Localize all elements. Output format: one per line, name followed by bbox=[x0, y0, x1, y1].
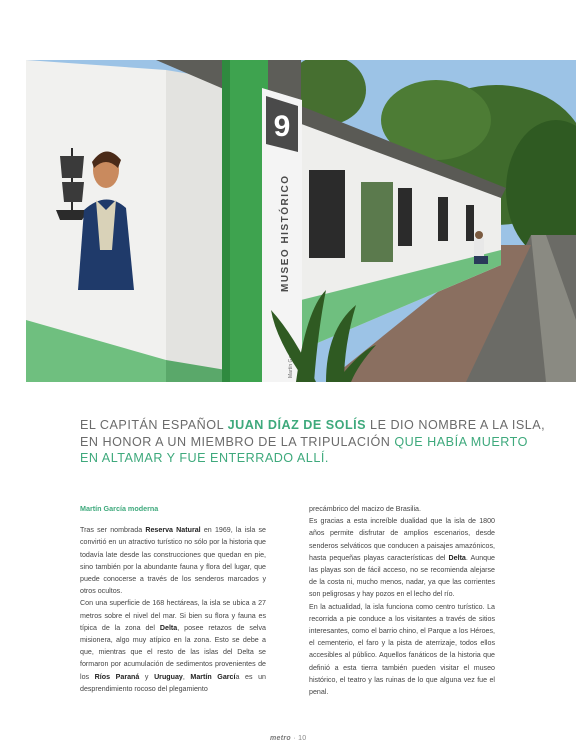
page-number: · 10 bbox=[290, 735, 307, 742]
sign-label: MUSEO HISTÓRICO bbox=[280, 174, 291, 292]
hero-photo bbox=[26, 60, 576, 382]
paragraph: precámbrico del macizo de Brasilia. bbox=[309, 505, 421, 513]
caption-highlight-name: JUAN DÍAZ DE SOLÍS bbox=[227, 418, 367, 432]
sign-number: 9 bbox=[273, 110, 291, 143]
photo-caption bbox=[80, 417, 550, 467]
caption-text-1: EL CAPITÁN ESPAÑOL bbox=[80, 418, 228, 432]
article-column-right bbox=[309, 503, 495, 698]
page-footer bbox=[270, 735, 306, 742]
article-column-left bbox=[80, 503, 266, 695]
paragraph: Tras ser nombrada Reserva Natural en 1969, la isla se convirtió en un atractivo turístico no sólo por la historia que todavía late desde las construcciones que quedan en pie, sino también por la abundante fauna y flora del lugar, que puede conocerse a través de los senderos marcados y otros ocultos. bbox=[80, 526, 266, 596]
section-title: Martín García moderna bbox=[80, 504, 159, 513]
caption-text-2: LE DIO NOMBRE A LA ISLA, EN HONOR A UN MIEMBRO DE LA TRIPULACIÓN bbox=[80, 418, 546, 449]
sign-footer: Martín García bbox=[288, 347, 294, 378]
caption-highlight-end: QUE HABÍA MUERTO EN ALTAMAR Y FUE ENTERRADO ALLÍ. bbox=[80, 434, 528, 465]
paragraph: Con una superficie de 168 hectáreas, la isla se ubica a 27 metros sobre el nivel del mar. Si bien su flora y fauna es típica de la zona del Delta, posee retazos de selva misionera, algo muy atípico en la zona. Esto se debe a que, mientras que el resto de las islas del Delta se formaron por acumulación de sedimentos provenientes de los Ríos Paraná y Uruguay, Martín García es un desprendimiento rocoso del plegamiento bbox=[80, 599, 266, 693]
brand-logo: metro bbox=[270, 735, 291, 742]
paragraph: En la actualidad, la isla funciona como centro turístico. La recorrida a pie conduce a los visitantes a través de sitios interesantes, como el barrio chino, el Parque a los Héroes, el cementerio, el faro y la pista de aterrizaje, todos ellos accesibles al público. Aquellos fanáticos de la historia que definió a esta tierra también pueden visitar el museo histórico, el teatro y las ruinas de lo que alguna vez fue el penal. bbox=[309, 602, 495, 697]
paragraph: Es gracias a esta increíble dualidad que la isla de 1800 años permite disfrutar de amplios escenarios, desde senderos selváticos que conducen a paisajes amazónicos, hasta pequeñas playas características del Delta. Aunque las playas son de fácil acceso, no se recomienda alejarse de la costa ni, mucho menos, nadar, ya que las corrientes son peligrosas y hay pozos en el lecho del río. bbox=[309, 517, 495, 599]
